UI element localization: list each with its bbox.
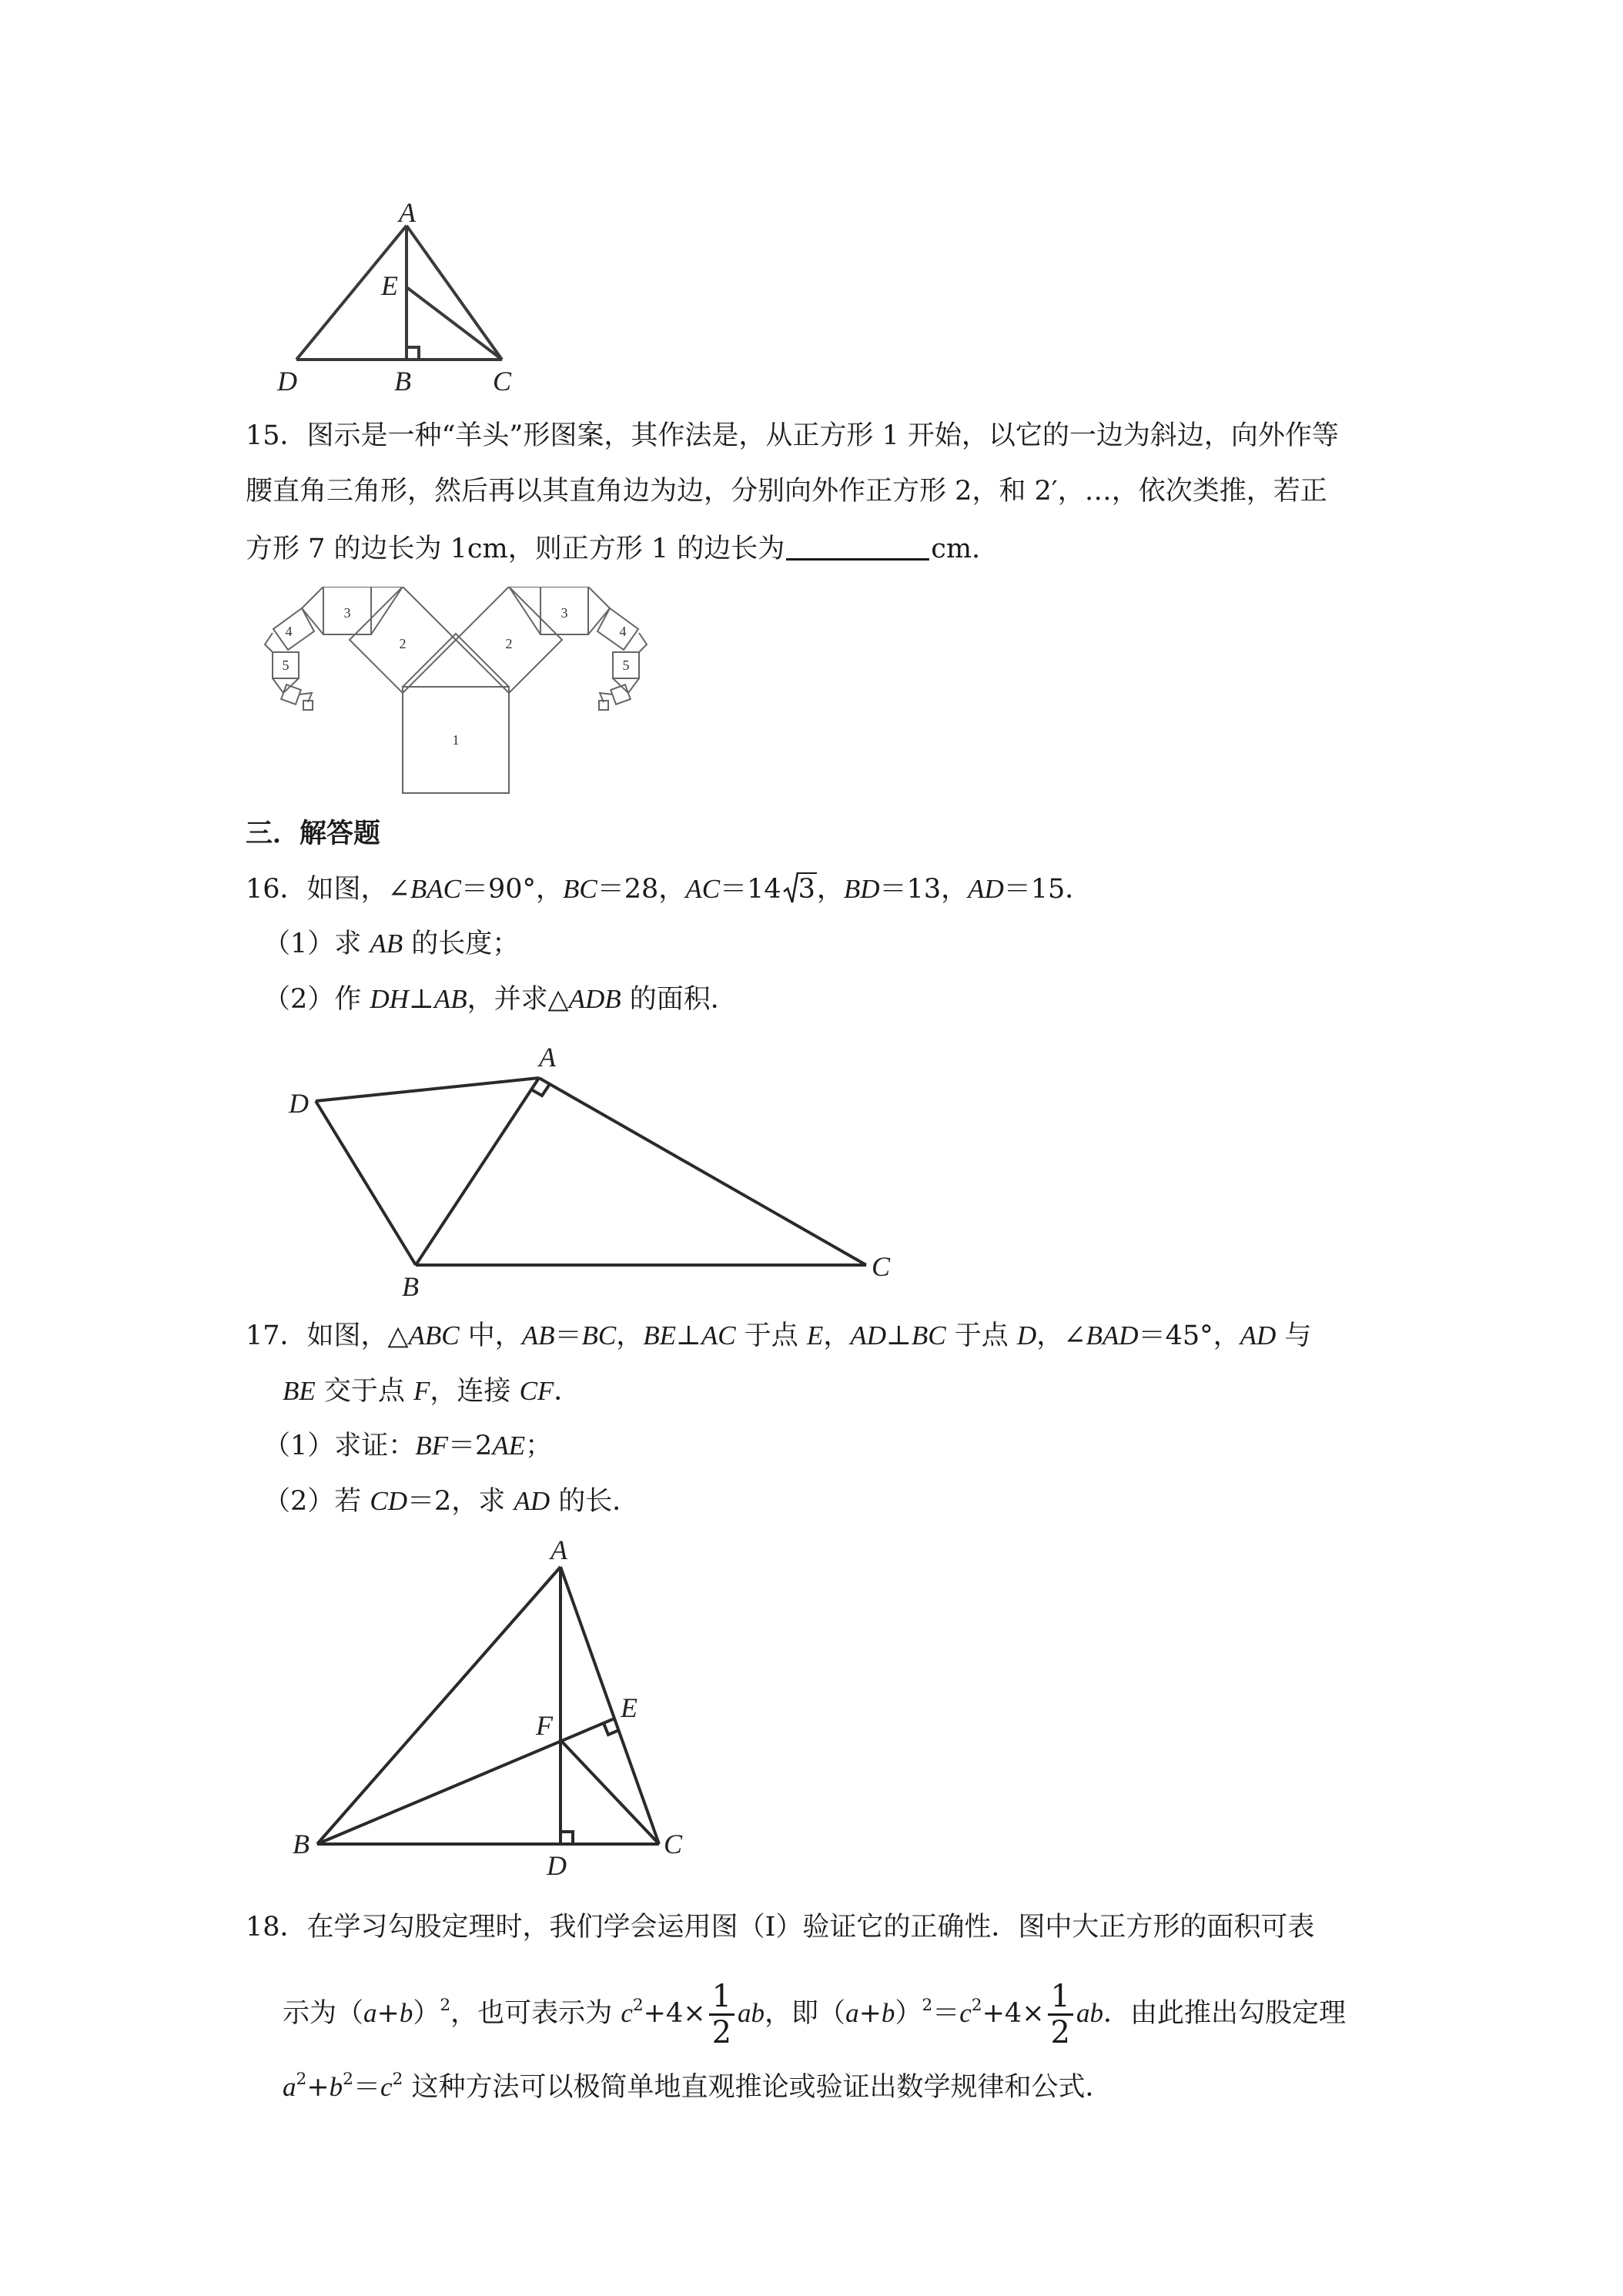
exp: 2 [343,2069,353,2089]
q16-bc: BC [563,874,597,904]
q17-line2 [283,1374,581,1409]
q18-t3: ，也可表示为 [450,1998,621,2029]
q17-p2-prefix: （2）若 [263,1486,370,1517]
q16-bac: BAC [410,874,461,904]
q18-line3 [283,2070,1112,2105]
q17-bad: BAD [1086,1320,1139,1350]
q16-eq13: ＝13， [879,874,969,905]
var-b: b [329,2072,343,2102]
q16-ad: AD [968,874,1004,904]
label-E: E [381,270,398,301]
q18-t2: ） [413,1998,440,2029]
var-a: a [845,1998,859,2028]
q17-ad2: AD [1240,1320,1277,1350]
perp-symbol: ⊥ [885,1320,912,1351]
var-c: c [959,1998,972,2028]
sqrt-argument: 3 [798,874,815,905]
q17-ac: AC [701,1320,736,1350]
var-ab: ab [1076,1998,1103,2028]
q17-t1: 中， [459,1320,522,1351]
plus: + [306,2072,330,2103]
q17-f: F [413,1376,430,1406]
section-heading: 三．解答题 [246,818,381,849]
q18-t7: +4× [982,1998,1045,2029]
label-F: F [536,1710,553,1741]
q18-t4: +4× [643,1998,706,2029]
perp-symbol: ⊥ [676,1320,701,1351]
q17-t3: 于点 [945,1320,1017,1351]
q17-t6: ，连接 [430,1376,520,1407]
q17-line1 [246,1318,1311,1354]
q15-unit: cm. [931,534,981,564]
figure-q17-triangle [285,1536,708,1890]
q15-line3 [246,529,980,567]
q16-p2-suffix: 的面积． [621,984,738,1015]
exp: 2 [922,1995,933,2015]
exp: 2 [392,2069,403,2089]
q17-p1-ae: AE [492,1431,526,1461]
q16-part1 [263,926,519,962]
fraction-half [709,1981,735,2048]
q17-part1 [263,1428,552,1464]
q16-p2-dh: DH [370,984,409,1014]
q18-eq: ＝ [353,2072,380,2103]
var-a: a [283,2072,296,2102]
exp: 2 [632,1995,644,2015]
q17-part2 [263,1484,639,1519]
frac-den: 2 [711,2015,732,2050]
answer-blank[interactable] [786,529,929,561]
q16-p2-ab: AB [433,984,467,1014]
q16-part2 [263,982,738,1017]
q17-p2-mid: ＝2，求 [407,1486,514,1517]
square-1-label: 1 [452,732,460,748]
q17-ab: AB [521,1320,555,1350]
plus: + [376,1998,400,2029]
q17-t7: ． [554,1376,581,1407]
frac-num: 1 [1048,1981,1073,2016]
square-3-left-label: 3 [343,605,351,621]
var-b: b [399,1998,413,2028]
q17-number: 17．如图，△ [246,1320,409,1351]
square-5-right-label: 5 [622,658,630,673]
q18-t6: ） [895,1998,922,2029]
exp: 2 [296,2069,307,2089]
q16-line1 [246,872,1092,907]
q17-t2: 于点 [735,1320,807,1351]
exp: 2 [971,1995,982,2015]
square-5-left-label: 5 [282,658,289,673]
square-2-left-label: 2 [399,636,407,651]
q17-t5: 交于点 [315,1376,414,1407]
q17-t4: 与 [1276,1320,1312,1351]
q18-t5: ，即（ [765,1998,846,2029]
q17-p1-suffix: ； [525,1431,553,1461]
angle-symbol: ∠ [387,874,410,905]
label-D: D [289,1088,309,1119]
q17-be: BE [643,1320,676,1350]
q17-p2-suffix: 的长． [550,1486,640,1517]
label-D: D [277,366,297,397]
q16-bd: BD [843,874,880,904]
q17-e: E [806,1320,824,1350]
q17-bc: BC [581,1320,617,1350]
perp-symbol: ⊥ [408,984,434,1015]
q18-line1: 18．在学习勾股定理时，我们学会运用图（Ⅰ）验证它的正确性．图中大正方形的面积可表 [246,1912,1315,1943]
q17-c1: ， [616,1320,644,1351]
q16-number: 16．如图， [246,874,388,905]
q17-c2: ， [823,1320,851,1351]
q18-eq: ＝ [932,1998,960,2029]
q16-comma: ， [816,874,844,905]
q16-p1-prefix: （1）求 [263,929,370,959]
label-A: A [550,1536,567,1565]
q16-ac: AC [685,874,721,904]
figure-q15-ram-head [254,587,662,795]
var-c: c [621,1998,633,2028]
q16-eq28: ＝28， [597,874,686,905]
q16-p2-adb: ADB [568,984,621,1014]
q16-eq14: ＝14 [720,874,781,905]
figure-q14-triangle [262,196,539,397]
sqrt-sign [783,872,817,907]
label-C: C [493,366,512,397]
label-A: A [539,1042,556,1073]
q17-p2-ad: AD [514,1486,550,1516]
q17-eq: ＝ [554,1320,582,1351]
exp: 2 [440,1995,451,2015]
q17-bc2: BC [911,1320,946,1350]
q17-p1-prefix: （1）求证： [263,1431,416,1461]
label-B: B [394,366,411,397]
q15-line3-text: 方形 7 的边长为 1cm，则正方形 1 的边长为 [246,534,785,564]
label-C: C [664,1829,683,1859]
frac-num: 1 [709,1981,735,2016]
q18-t9: 这种方法可以极简单地直观推论或验证出数学规律和公式． [403,2072,1113,2103]
label-E: E [621,1692,637,1723]
q17-ad: AD [850,1320,886,1350]
q15-line1: 15．图示是一种“羊头”形图案，其作法是，从正方形 1 开始，以它的一边为斜边，向外作等 [246,420,1339,451]
square-4-left-label: 4 [285,624,293,639]
q17-d: D [1016,1320,1037,1350]
var-c: c [380,2072,393,2102]
q16-eq90: ＝90°， [460,874,564,905]
square-3-right-label: 3 [561,605,568,621]
q18-t8: ．由此推出勾股定理 [1103,1998,1346,2029]
q17-be2: BE [283,1376,316,1406]
label-B: B [402,1271,419,1301]
q17-p1-eq: ＝2 [448,1431,493,1461]
label-C: C [872,1251,891,1282]
frac-den: 2 [1050,2015,1070,2050]
var-b: b [881,1998,895,2028]
plus: + [858,1998,882,2029]
var-a: a [363,1998,377,2028]
q17-angle: ，∠ [1036,1320,1086,1351]
q17-abc: ABC [408,1320,460,1350]
q16-eq15: ＝15． [1003,874,1093,905]
q17-eq45: ＝45°， [1138,1320,1240,1351]
label-B: B [293,1829,310,1859]
square-4-right-label: 4 [619,624,627,639]
q16-p1-suffix: 的长度； [403,929,520,959]
figure-q16-quadrilateral [285,1036,916,1301]
q17-p1-bf: BF [415,1431,449,1461]
fraction-half [1048,1981,1073,2048]
q18-line2 [283,1971,1346,2056]
var-ab: ab [738,1998,765,2028]
q16-p2-mid: ，并求△ [467,984,569,1015]
q17-cf: CF [519,1376,554,1406]
label-D: D [547,1850,567,1881]
q16-p1-ab: AB [370,929,403,959]
q16-p2-prefix: （2）作 [263,984,370,1015]
label-A: A [399,197,416,228]
square-2-right-label: 2 [505,636,513,651]
q15-line2: 腰直角三角形，然后再以其直角边为边，分别向外作正方形 2，和 2′，…，依次类推，若正 [246,476,1327,507]
q17-p2-cd: CD [370,1486,408,1516]
q18-t1: 示为（ [283,1998,364,2029]
